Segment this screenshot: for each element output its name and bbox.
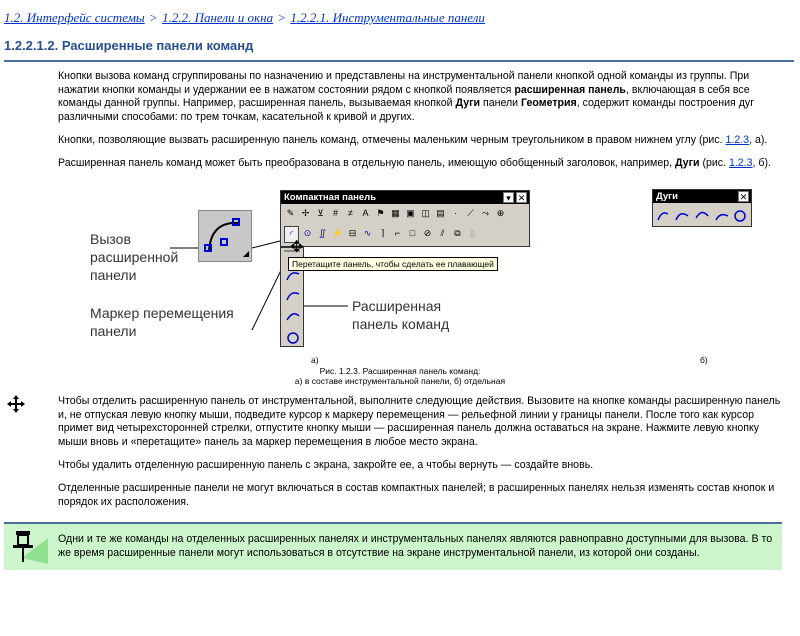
tool-icon[interactable]: ⚑ — [376, 208, 385, 218]
arc-button[interactable]: ◜ — [284, 226, 299, 243]
tool-icon[interactable]: ⫽ — [440, 228, 445, 238]
pushpin-icon — [8, 528, 52, 568]
tool-icon[interactable]: ⤳ — [481, 208, 490, 218]
compact-toolbar — [280, 190, 530, 247]
tool-icon[interactable]: ▯ — [470, 228, 475, 238]
tool-icon[interactable]: # — [332, 208, 338, 218]
figure-caption: Рис. 1.2.3. Расширенная панель команд: а) в составе инструментальной панели, б) отдельная — [294, 366, 506, 386]
paragraph-limits: Отделенные расширенные панели не могут включаться в состав компактных панелей; в расширенных панелях нельзя изменять состав кнопок и порядок их расположения. — [58, 482, 775, 508]
tool-icon[interactable]: ⊻ — [317, 208, 324, 218]
tool-icon[interactable]: ⧉ — [454, 228, 461, 238]
toolbar-row-1 — [284, 206, 507, 224]
tool-icon[interactable]: A — [362, 208, 369, 218]
dugi-title: Дуги — [653, 190, 751, 203]
arc-variants-icons — [283, 266, 303, 346]
toolbar-title: Компактная панель — [281, 191, 529, 204]
page-title: 1.2.2.1.2. Расширенные панели команд — [4, 38, 254, 53]
label-move-marker: Маркер перемещения панели — [90, 305, 234, 339]
tooltip: Перетащите панель, чтобы сделать ее плавающей — [288, 257, 498, 271]
move-cursor-icon: ✥ — [290, 239, 304, 256]
label-extended-panel: Расширенная панель команд — [352, 298, 450, 332]
note-box — [4, 524, 782, 570]
tool-icon[interactable]: ⊙ — [303, 228, 312, 238]
paragraph-separate: Расширенная панель команд может быть преобразована в отдельную панель, имеющую обобщенный заголовок, например, Дуги (рис. 1.2.3, б). — [58, 157, 771, 169]
arc-variants-icons — [656, 206, 750, 224]
breadcrumb-link-interface[interactable]: 1.2. Интерфейс системы — [4, 10, 145, 25]
label-call-panel: Вызов расширенной панели — [90, 231, 179, 283]
tool-icon[interactable]: ⚡ — [331, 228, 344, 238]
tool-icon[interactable]: ∿ — [363, 228, 372, 238]
figure-link[interactable]: 1.2.3 — [725, 134, 750, 146]
tool-icon[interactable]: ⊕ — [496, 208, 505, 218]
tool-icon[interactable]: ≠ — [348, 208, 353, 218]
breadcrumb-link-toolbars[interactable]: 1.2.2.1. Инструментальные панели — [290, 10, 485, 25]
paragraph-detach: Чтобы отделить расширенную панель от инструментальной, выполните следующие действия. Вызовите на кнопке команды расширенную панель и, не отпуская левую кнопку мыши, подведите курсор к маркеру перемещения — рельефной линии у границы панели. После того как курсор примет вид четырехсторонней стрелки, отпустите кнопку мыши — расширенная панель должна оставаться на экране. Нажмите левую кнопку мыши вновь и «перетащите» панель за маркер перемещения в любое место экрана. — [58, 395, 781, 448]
tool-icon[interactable]: ▣ — [406, 208, 415, 218]
note-text: Одни и те же команды на отделенных расширенных панелях и инструментальных панелях являются равноправно доступными для вызова. В то же время расширенные панели могут использоваться в отсутствие на экране инструментальной панели, из которой они созданы. — [58, 533, 773, 559]
dugi-panel — [652, 189, 752, 227]
tool-icon[interactable]: ⟋ — [467, 208, 474, 218]
figure-sub-a: а) — [311, 355, 319, 365]
tool-icon[interactable]: ✎ — [286, 208, 295, 218]
breadcrumb-separator: > — [278, 10, 286, 25]
move-arrows-icon — [6, 394, 26, 414]
breadcrumb-link-panels[interactable]: 1.2.2. Панели и окна — [162, 10, 274, 25]
tool-icon[interactable]: □ — [409, 228, 416, 238]
close-icon[interactable]: ✕ — [517, 193, 526, 203]
figure-link[interactable]: 1.2.3 — [728, 157, 753, 169]
tool-icon[interactable]: ⊘ — [423, 228, 432, 238]
breadcrumb-separator: > — [149, 10, 158, 25]
tool-icon[interactable]: ⌐ — [394, 228, 401, 238]
tool-icon[interactable]: ◫ — [421, 208, 430, 218]
tool-icon[interactable]: ✢ — [301, 208, 310, 218]
figure-sub-b: б) — [700, 355, 708, 365]
paragraph-intro: Кнопки вызова команд сгруппированы по назначению и представлены на инструментальной панели кнопкой одной команды из группы. При нажатии кнопки команды и удержании ее в нажатом состоянии рядом с кнопкой появляется расширенная панель, включающая в себя все команды данной группы. Например, расширенная панель, вызываемая кнопкой Дуги панели Геометрия, содержит команды построения дуг различными способами: по трем точкам, касательной к кривой и других. — [58, 70, 755, 123]
tool-icon[interactable]: ▦ — [391, 208, 400, 218]
tool-icon[interactable]: · — [454, 208, 457, 218]
tool-icon[interactable]: ⊟ — [348, 228, 357, 238]
tool-icon[interactable]: ▤ — [436, 208, 445, 218]
paragraph-remove: Чтобы удалить отделенную расширенную панель с экрана, закройте ее, а чтобы вернуть — создайте вновь. — [58, 459, 594, 471]
close-icon[interactable]: ✕ — [739, 192, 748, 202]
chevron-down-icon[interactable]: ▾ — [503, 192, 514, 203]
toolbar-row-2 — [284, 226, 479, 244]
paragraph-triangle: Кнопки, позволяющие вызвать расширенную панель команд, отмечены маленьким черным треугольником в правом нижнем углу (рис. 1.2.3, а). — [58, 134, 768, 146]
tool-icon[interactable]: ⌉ — [380, 228, 385, 238]
tool-icon[interactable]: ∬ — [318, 228, 327, 238]
